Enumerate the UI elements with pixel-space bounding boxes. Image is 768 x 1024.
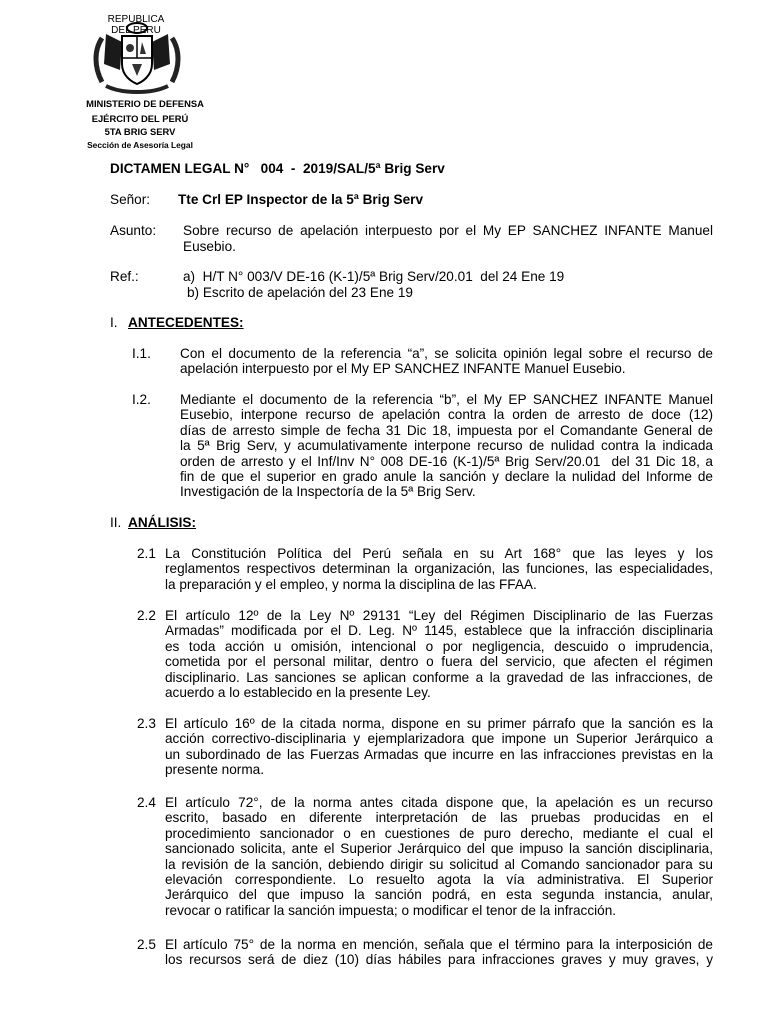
item-1-1-number: I.1. xyxy=(132,346,151,361)
item-2-4-number: 2.4 xyxy=(137,795,156,810)
item-2-3-number: 2.3 xyxy=(137,716,156,731)
asunto-label: Asunto: xyxy=(110,223,157,238)
senor-label: Señor: xyxy=(110,192,151,207)
item-2-2-number: 2.2 xyxy=(137,608,156,623)
asunto-line-2: Eusebio. xyxy=(183,239,236,254)
item-2-1-text: La Constitución Política del Perú señala en su Art 168° que las leyes y los reglamentos respectivos determinan la organización, las funciones, las especialidades, la preparación y el empleo, y norma la disciplina de las FFAA. xyxy=(165,546,713,592)
section-1-title: ANTECEDENTES: xyxy=(128,315,244,330)
item-1-1-text: Con el documento de la referencia “a”, se solicita opinión legal sobre el recurso de apelación interpuesto por el My EP SANCHEZ INFANTE Manuel Eusebio. xyxy=(180,346,713,377)
ref-b: b) Escrito de apelación del 23 Ene 19 xyxy=(187,285,413,300)
item-2-5-text: El artículo 75° de la norma en mención, señala que el término para la interposición de los recursos será de diez (10) días hábiles para infracciones graves y muy graves, y xyxy=(165,937,713,968)
section-2-number: II. xyxy=(110,515,122,530)
ministerio-label: MINISTERIO DE DEFENSA xyxy=(86,98,204,109)
item-1-2-number: I.2. xyxy=(132,392,151,407)
item-2-2-text: El artículo 12º de la Ley Nº 29131 “Ley del Régimen Disciplinario de las Fuerzas Armadas” modificada por el D. Leg. Nº 1145, establece que la infracción disciplinaria es toda acción u omisión, intencional o por negligencia, descuido o imprudencia, cometida por el personal militar, dentro o fuera del servicio, que afecten el régimen disciplinario. Las sanciones se aplican conforme a la gravedad de las infracciones, de acuerdo a lo establecido en la presente Ley. xyxy=(165,608,713,701)
ref-label: Ref.: xyxy=(110,269,139,284)
ejercito-label: EJÉRCITO DEL PERÚ xyxy=(91,113,189,124)
ref-a: a) H/T N° 003/V DE-16 (K-1)/5ª Brig Serv/20.01 del 24 Ene 19 xyxy=(183,269,565,284)
item-1-2-text: Mediante el documento de la referencia “b”, el My EP SANCHEZ INFANTE Manuel Eusebio, interpone recurso de apelación contra la orden de arresto de doce (12) días de arresto simple de fecha 31 Dic 18, impuesta por el Comandante General de la 5ª Brig Serv, y acumulativamente interpone recurso de nulidad contra la indicada orden de arresto y el Inf/Inv N° 008 DE-16 (K-1)/5ª Brig Serv/20.01 del 31 Dic 18, a fin de que el superior en grado anule la sanción y declare la nulidad del Informe de Investigación de la Inspectoría de la 5ª Brig Serv. xyxy=(180,392,713,500)
item-2-3-text: El artículo 16º de la citada norma, dispone en su primer párrafo que la sanción es la acción correctivo-disciplinaria y ejemplarizadora que impone un Superior Jerárquico a un subordinado de las Fuerzas Armadas que incurre en las infracciones previstas en la presente norma. xyxy=(165,716,713,778)
senor-value: Tte Crl EP Inspector de la 5ª Brig Serv xyxy=(178,192,424,207)
asunto-line-1: Sobre recurso de apelación interpuesto por el My EP SANCHEZ INFANTE Manuel xyxy=(183,223,713,238)
section-2-title: ANÁLISIS: xyxy=(128,515,196,530)
section-1-number: I. xyxy=(110,315,118,330)
del-peru-label: DEL PERU xyxy=(111,25,161,36)
item-2-1-number: 2.1 xyxy=(137,546,156,561)
document-title: DICTAMEN LEGAL N° 004 - 2019/SAL/5ª Brig Serv xyxy=(110,161,445,176)
brigada-label: 5TA BRIG SERV xyxy=(104,126,176,137)
item-2-4-text: El artículo 72°, de la norma antes citada dispone que, la apelación es un recurso escrito, basado en diferente interpretación de las pruebas producidas en el procedimiento sancionador o en cuestiones de puro derecho, mediante el cual el sancionado solicita, ante el Superior Jerárquico del que impuso la sanción disciplinaria, la revisión de la sanción, debiendo dirigir su solicitud al Comando sancionador para su elevación correspondiente. Lo resuelto agota la vía administrativa. El Superior Jerárquico del que impuso la sanción podrá, en esta segunda instancia, anular, revocar o ratificar la sanción impuesta; o modificar el tenor de la infracción. xyxy=(165,795,713,918)
item-2-5-number: 2.5 xyxy=(137,937,156,952)
seccion-label: Sección de Asesoría Legal xyxy=(87,140,193,150)
republica-label: REPUBLICA xyxy=(107,14,165,25)
